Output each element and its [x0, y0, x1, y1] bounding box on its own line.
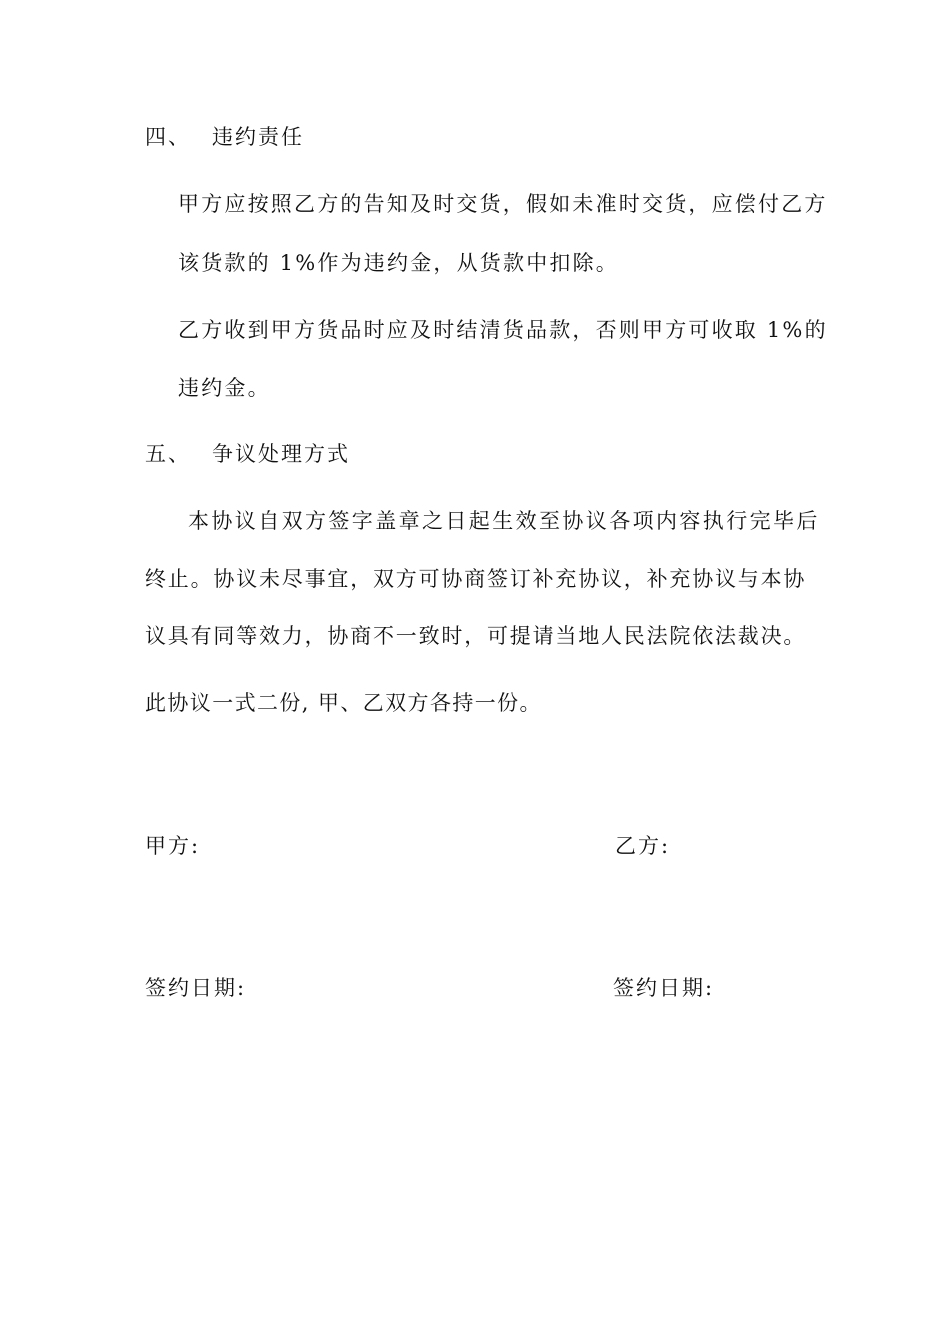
section-4-number: 四、 — [145, 125, 191, 149]
section-4-paragraph-1-line-1: 甲方应按照乙方的告知及时交货，假如未准时交货，应偿付乙方 — [178, 192, 828, 216]
section-5-paragraph-1-line-3: 议具有同等效力，协商不一致时，可提请当地人民法院依法裁决。 — [145, 624, 807, 648]
section-4-paragraph-1-line-2: 该货款的 1%作为违约金，从货款中扣除。 — [178, 251, 619, 275]
section-4-paragraph-2-line-1: 乙方收到甲方货品时应及时结清货品款，否则甲方可收取 1%的 — [178, 318, 828, 342]
section-5-paragraph-1-line-2: 终止。协议未尽事宜，双方可协商签订补充协议，补充协议与本协 — [145, 567, 807, 591]
section-4-title: 违约责任 — [212, 125, 304, 149]
section-4-paragraph-2-line-2: 违约金。 — [178, 376, 271, 400]
party-b-label: 乙方: — [615, 834, 671, 858]
section-5-paragraph-2: 此协议一式二份, 甲、乙双方各持一份。 — [145, 691, 542, 715]
section-5-number: 五、 — [145, 442, 191, 466]
section-5-title: 争议处理方式 — [212, 442, 350, 466]
party-b-date-label: 签约日期: — [613, 976, 715, 1000]
party-a-label: 甲方: — [145, 834, 201, 858]
party-a-date-label: 签约日期: — [145, 976, 247, 1000]
section-5-paragraph-1-line-1: 本协议自双方签字盖章之日起生效至协议各项内容执行完毕后 — [188, 509, 820, 533]
